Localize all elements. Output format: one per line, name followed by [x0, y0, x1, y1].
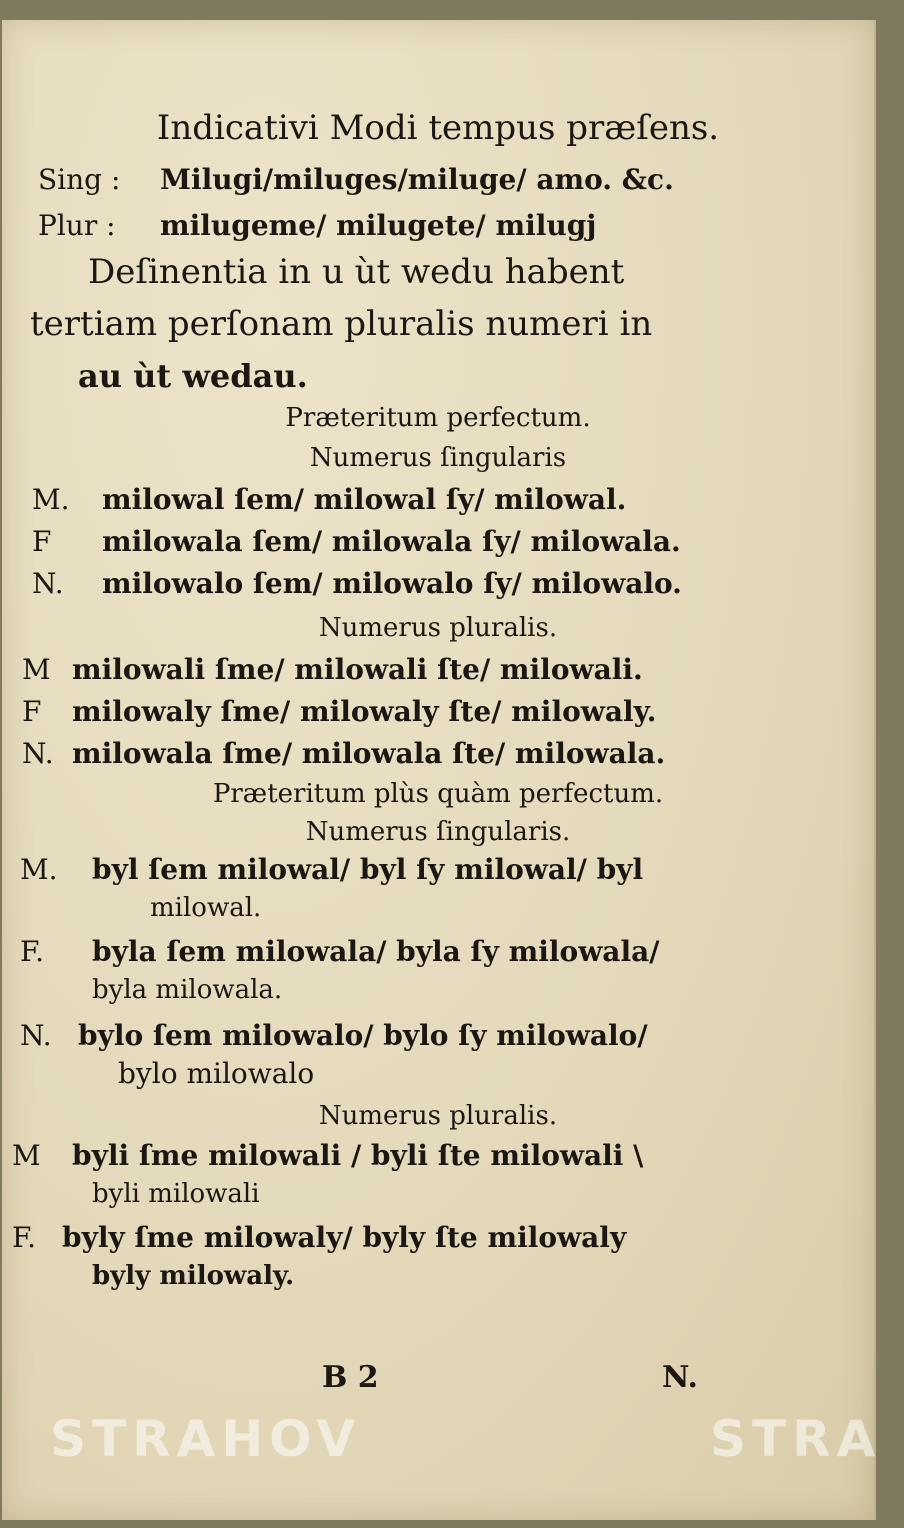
pluperfect-sing-f-line1: byla ſem milowala/ byla ſy milowala/ — [92, 935, 660, 968]
present-plur-text: milugeme/ milugete/ milugj — [160, 209, 597, 242]
pluperfect-sing-m-line2: milowal. — [150, 893, 262, 923]
pluperfect-plur-f-line2: byly milowaly. — [92, 1261, 295, 1291]
perfect-sing-row-n: milowalo ſem/ milowalo ſy/ milowalo. — [102, 567, 682, 600]
perfect-plur-row-n: milowala ſme/ milowala ſte/ milowala. — [72, 737, 666, 770]
perfect-plur-label-n: N. — [22, 737, 54, 770]
pluperfect-sing-label-f: F. — [20, 935, 44, 968]
book-page — [2, 20, 882, 1520]
present-plur-label: Plur : — [38, 209, 116, 242]
pluperfect-sing-m-line1: byl ſem milowal/ byl ſy milowal/ byl — [92, 853, 644, 886]
pluperfect-singular-heading: Numerus ſingularis. — [305, 817, 571, 847]
pluperfect-heading: Præteritum plùs quàm perfectum. — [212, 779, 664, 809]
pluperfect-plur-label-f: F. — [12, 1221, 36, 1254]
perfect-singular-heading: Numerus ſingularis — [309, 443, 567, 473]
perfect-sing-label-m: M. — [32, 483, 70, 516]
pluperfect-sing-n-line1: bylo ſem milowalo/ bylo ſy milowalo/ — [78, 1019, 648, 1052]
pluperfect-sing-n-line2: bylo milowalo — [118, 1057, 315, 1090]
page-title: Indicativi Modi tempus præſens. — [156, 108, 720, 148]
perfect-sing-row-f: milowala ſem/ milowala ſy/ milowala. — [102, 525, 681, 558]
watermark-right: STRA — [710, 1410, 882, 1468]
signature-mark: B 2 — [322, 1360, 379, 1395]
pluperfect-plural-heading: Numerus pluralis. — [318, 1101, 558, 1131]
pluperfect-plur-m-line1: byli ſme milowali / byli ſte milowali \ — [72, 1139, 644, 1172]
note-line-3: au ùt wedau. — [78, 357, 308, 395]
catchword: N. — [662, 1360, 698, 1395]
perfect-sing-row-m: milowal ſem/ milowal ſy/ milowal. — [102, 483, 627, 516]
perfect-sing-label-f: F — [32, 525, 52, 558]
pluperfect-plur-label-m: M — [12, 1139, 41, 1172]
note-line-1: Deſinentia in u ùt wedu habent — [88, 252, 625, 292]
pluperfect-sing-label-m: M. — [20, 853, 58, 886]
present-sing-label: Sing : — [38, 163, 121, 196]
perfect-plur-row-m: milowali ſme/ milowali ſte/ milowali. — [72, 653, 643, 686]
perfect-plur-row-f: milowaly ſme/ milowaly ſte/ milowaly. — [72, 695, 657, 728]
perfect-plur-label-m: M — [22, 653, 51, 686]
pluperfect-plur-m-line2: byli milowali — [92, 1179, 260, 1209]
pluperfect-plur-f-line1: byly ſme milowaly/ byly ſte milowaly — [62, 1221, 627, 1254]
present-sing-text: Milugi/miluges/miluge/ amo. &c. — [160, 163, 674, 196]
note-line-2: tertiam perſonam pluralis numeri in — [30, 304, 653, 344]
perfect-heading: Præteritum perfectum. — [285, 403, 591, 433]
watermark-left: STRAHOV — [50, 1410, 362, 1468]
perfect-sing-label-n: N. — [32, 567, 64, 600]
pluperfect-sing-f-line2: byla milowala. — [92, 975, 283, 1005]
perfect-plur-label-f: F — [22, 695, 42, 728]
perfect-plural-heading: Numerus pluralis. — [318, 613, 558, 643]
pluperfect-sing-label-n: N. — [20, 1019, 52, 1052]
